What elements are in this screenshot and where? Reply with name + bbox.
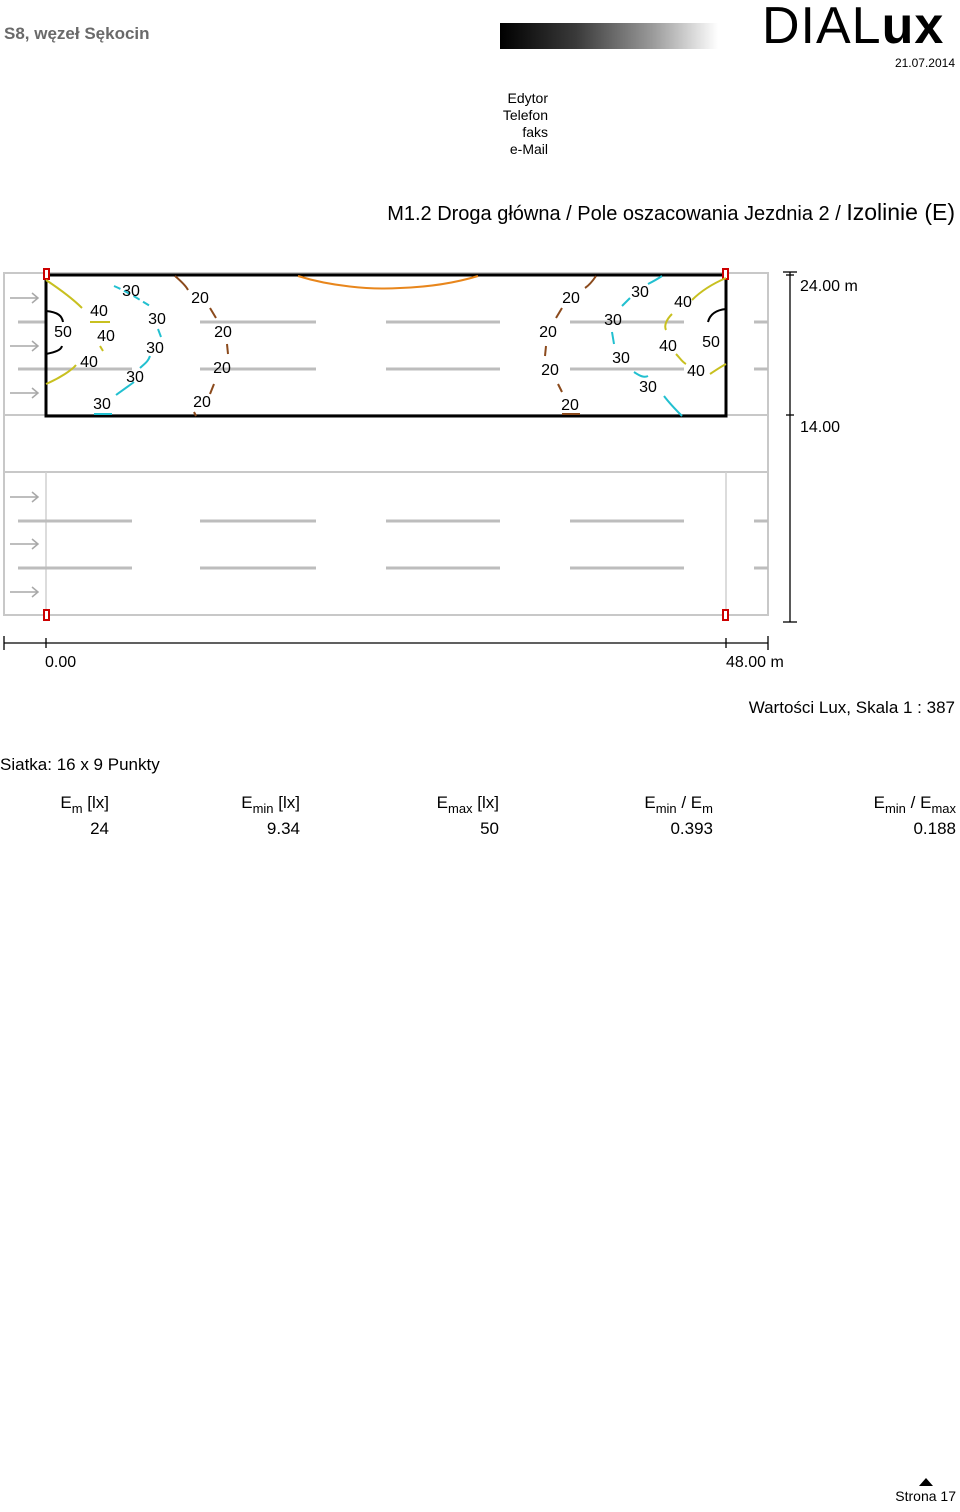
arrow-right-icon [10, 539, 38, 549]
stat-emin [241, 793, 300, 839]
luminaire-marker [44, 610, 49, 620]
isoline-20-left [210, 308, 216, 318]
dimension-label-mid: 14.00 [800, 419, 841, 436]
contour-label-30: 30 [146, 340, 164, 357]
isoline-50-left [46, 346, 62, 354]
contour-label-40: 40 [97, 328, 115, 345]
contour-label-20: 20 [214, 324, 232, 341]
contour-label-20: 20 [561, 397, 579, 414]
dialux-logo [762, 0, 944, 54]
page-footer [895, 1478, 956, 1504]
contour-label-20: 20 [193, 394, 211, 411]
editor-label: Edytor [507, 90, 548, 106]
contour-label-50: 50 [702, 334, 720, 351]
stat-emax-label: $E_{max}$ [lx] [436, 793, 499, 816]
page-heading [387, 199, 955, 226]
isoline-30-right [622, 298, 630, 306]
contour-label-30: 30 [631, 284, 649, 301]
project-title: S8, węzeł Sękocin [4, 24, 150, 43]
isoline-20-right [585, 276, 596, 288]
page-up-icon[interactable] [919, 1478, 933, 1486]
isoline-50-left [46, 311, 63, 322]
report-date: 21.07.2014 [894, 56, 955, 70]
contour-label-50: 50 [54, 324, 72, 341]
scale-caption: Wartości Lux, Skala 1 : 387 [748, 698, 955, 717]
arrow-right-icon [10, 293, 38, 303]
stat-emin-em-value: 0.393 [670, 819, 713, 838]
header-gradient-bar [500, 23, 718, 49]
road-outline [4, 273, 768, 615]
isoline-20-left [210, 384, 214, 394]
logo-part-dial: DIAL [762, 0, 882, 55]
arrow-right-icon [10, 388, 38, 398]
isoline-30-right [612, 332, 614, 344]
contour-label-30: 30 [604, 312, 622, 329]
isoline-40-left [46, 280, 82, 308]
dimension-label-top: 24.00 m [800, 278, 858, 295]
stat-emin-emax-value: 0.188 [913, 819, 956, 838]
lane-dashes-upper [18, 322, 768, 369]
luminaire-marker [723, 610, 728, 620]
isoline-40-left [100, 346, 103, 351]
isoline-50-right [708, 309, 726, 322]
contour-labels [54, 283, 720, 414]
isoline-top [298, 276, 478, 289]
contour-label-20: 20 [541, 362, 559, 379]
isoline-30-left [140, 356, 150, 368]
isoline-40-right [710, 364, 726, 374]
stat-em-value: 24 [90, 819, 109, 838]
contour-label-30: 30 [612, 350, 630, 367]
email-label: e-Mail [509, 141, 548, 157]
dimension-lines [4, 272, 797, 650]
arrow-right-icon [10, 492, 38, 502]
logo-part-ux: ux [881, 0, 945, 55]
contour-label-20: 20 [539, 324, 557, 341]
contour-label-40: 40 [90, 303, 108, 320]
arrow-right-icon [10, 587, 38, 597]
stat-emin-emax-label: $E_{min} / E_{max}$ [873, 793, 956, 816]
road-geometry [4, 273, 768, 615]
contour-label-40: 40 [80, 354, 98, 371]
contour-label-30: 30 [148, 311, 166, 328]
isoline-drawing [0, 260, 960, 680]
grid-caption: Siatka: 16 x 9 Punkty [0, 755, 160, 774]
phone-label: Telefon [502, 107, 548, 123]
stat-em-label: $E_m$ [lx] [60, 793, 109, 816]
stat-emin-label: $E_{min}$ [lx] [241, 793, 300, 816]
contour-label-30: 30 [93, 396, 111, 413]
isoline-20-right [556, 308, 562, 318]
dimension-label-x-end: 48.00 m [726, 654, 784, 671]
stat-emin-em [644, 793, 713, 839]
contour-label-20: 20 [213, 360, 231, 377]
stat-emin-value: 9.34 [266, 819, 300, 838]
luminaire-marker [44, 269, 49, 279]
stat-emax-value: 50 [480, 819, 499, 838]
arrow-right-icon [10, 341, 38, 351]
page-heading-prefix: M1.2 Droga główna / Pole oszacowania Jezdnia 2 / [387, 203, 847, 225]
isoline-30-right [634, 372, 648, 377]
page-heading-emphasis: Izolinie (E) [846, 199, 955, 225]
stat-em [60, 793, 109, 839]
isoline-30-right [664, 396, 682, 416]
direction-arrow-icons [10, 293, 38, 597]
contour-label-20: 20 [562, 290, 580, 307]
stat-emax [437, 793, 499, 839]
contour-label-30: 30 [126, 369, 144, 386]
isoline-40-right [676, 354, 686, 364]
isoline-20-right [545, 346, 546, 356]
isoline-40-right [692, 278, 726, 300]
contour-label-40: 40 [687, 363, 705, 380]
stat-emin-emax [874, 793, 956, 839]
fax-label: faks [522, 124, 548, 140]
isoline-20-right [558, 384, 562, 392]
page-number: Strona 17 [895, 1488, 956, 1504]
isoline-20-left [175, 276, 188, 290]
editor-contact-block [503, 90, 548, 158]
isoline-30-left [158, 329, 161, 337]
contour-label-30: 30 [639, 379, 657, 396]
isoline-drawing-svg [0, 260, 960, 680]
contour-label-40: 40 [659, 338, 677, 355]
contour-label-30: 30 [122, 283, 140, 300]
isoline-30-right [648, 276, 662, 284]
contour-label-40: 40 [674, 294, 692, 311]
isoline-20-left [227, 344, 228, 354]
dimension-label-x-start: 0.00 [45, 654, 77, 671]
lane-dashes-lower [18, 521, 768, 568]
stat-emin-em-label: $E_{min} / E_m$ [644, 793, 713, 816]
contour-label-20: 20 [191, 290, 209, 307]
